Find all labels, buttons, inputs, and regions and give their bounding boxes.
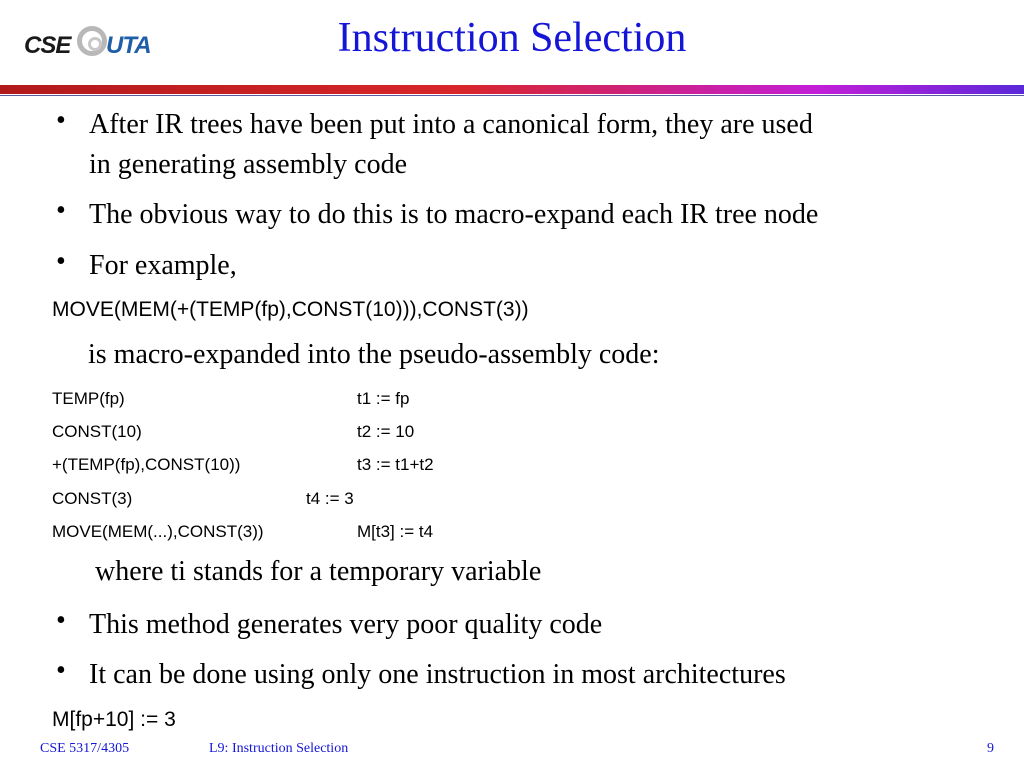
code-row-asm: t4 := 3 [306,489,354,508]
code-row-ir: +(TEMP(fp),CONST(10)) [52,455,241,474]
bullet-1-line-2: in generating assembly code [89,149,408,180]
title-divider [0,85,1024,94]
code-row-asm: M[t3] := t4 [357,522,434,541]
code-row-asm: t2 := 10 [357,422,415,441]
bullet-icon: • [56,246,66,277]
expansion-intro-text: is macro-expanded into the pseudo-assembly code: [88,339,660,370]
code-row-asm: t1 := fp [357,389,410,408]
example-ir-code: MOVE(MEM(+(TEMP(fp),CONST(10))),CONST(3)) [52,298,529,321]
code-row-ir: MOVE(MEM(...),CONST(3)) [52,522,264,541]
footer-page-number: 9 [987,741,994,756]
footer-course: CSE 5317/4305 [40,741,130,756]
logo-uta-text: UTA [106,32,151,59]
bullet-4-text: This method generates very poor quality code [89,609,603,640]
bullet-1-line-1: After IR trees have been put into a canonical form, they are used [89,109,813,140]
code-row-ir: CONST(3) [52,489,133,508]
bullet-2-text: The obvious way to do this is to macro-expand each IR tree node [89,199,819,230]
code-row-ir: CONST(10) [52,422,142,441]
bullet-icon: • [56,605,66,636]
final-code: M[fp+10] := 3 [52,708,176,731]
bullet-icon: • [56,655,66,686]
bullet-icon: • [56,105,66,136]
temporary-note-text: where ti stands for a temporary variable [95,556,542,587]
bullet-5-text: It can be done using only one instruction in most architectures [89,659,786,690]
logo-cse-text: CSE [24,32,71,59]
code-row-ir: TEMP(fp) [52,389,125,408]
footer-lecture: L9: Instruction Selection [209,741,349,756]
slide-title: Instruction Selection [337,15,687,61]
bullet-icon: • [56,195,66,226]
code-row-asm: t3 := t1+t2 [357,455,434,474]
bullet-3-text: For example, [89,250,237,281]
